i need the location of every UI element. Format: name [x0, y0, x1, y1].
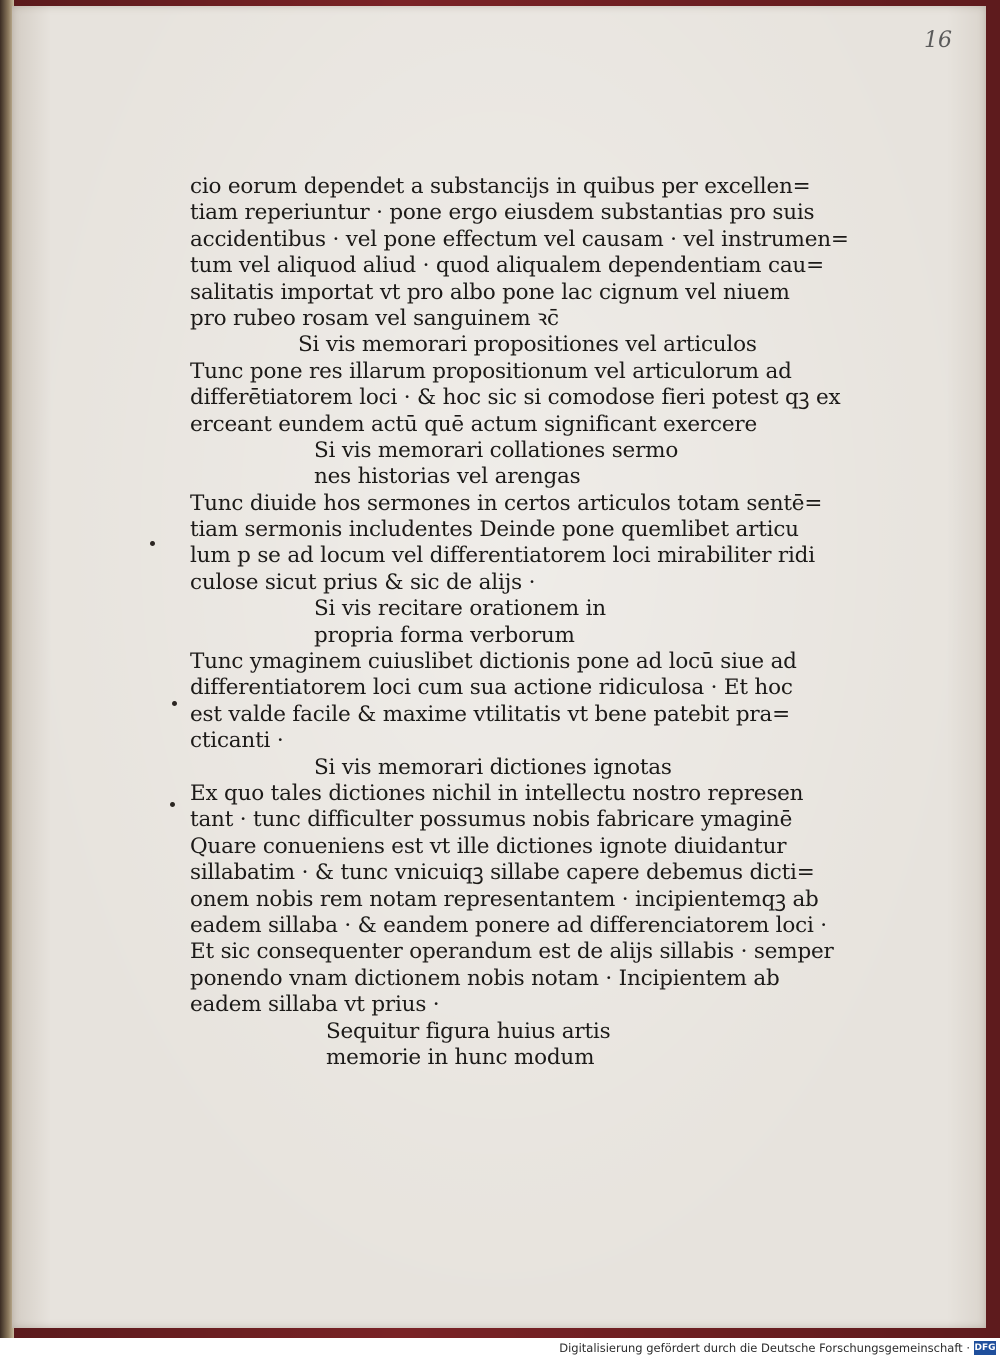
section-heading: Si vis memorari collationes sermo	[314, 437, 679, 463]
text-line: Et sic consequenter operandum est de alijs sillabis · semper	[190, 939, 834, 965]
funding-credit: Digitalisierung gefördert durch die Deutsche Forschungsgemeinschaft ·	[559, 1341, 970, 1355]
text-line: Tunc pone res illarum propositionum vel articulorum ad	[190, 358, 792, 384]
text-line: onem nobis rem notam representantem · incipientemqꝫ ab	[190, 886, 819, 912]
text-line: salitatis importat vt pro albo pone lac cignum vel niuem	[190, 279, 790, 305]
text-line: Tunc ymaginem cuiuslibet dictionis pone ad locū siue ad	[190, 649, 797, 675]
text-line: erceant eundem actū quē actum significant exercere	[190, 411, 757, 437]
text-line: est valde facile & maxime vtilitatis vt bene patebit pra=	[190, 701, 790, 727]
text-line: tiam reperiuntur · pone ergo eiusdem substantias pro suis	[190, 200, 815, 226]
section-heading: Sequitur figura huius artis	[326, 1018, 611, 1044]
footer-bar	[0, 1338, 1000, 1359]
text-line: Tunc diuide hos sermones in certos articulos totam sentē=	[190, 490, 823, 516]
text-line: cio eorum dependet a substancijs in quibus per excellen=	[190, 174, 811, 199]
text-line: culose sicut prius & sic de alijs ·	[190, 569, 536, 595]
text-line: differētiatorem loci · & hoc sic si comodose fieri potest qꝫ ex	[190, 385, 841, 411]
text-line: ponendo vnam dictionem nobis notam · Incipientem ab	[190, 965, 780, 991]
text-line: eadem sillaba vt prius ·	[190, 992, 440, 1018]
text-line: Ex quo tales dictiones nichil in intellectu nostro represen	[190, 780, 804, 806]
text-line: pro rubeo rosam vel sanguinem ꝛc̄	[190, 305, 559, 331]
section-heading: Si vis recitare orationem in	[314, 596, 606, 622]
section-heading: propria forma verborum	[314, 622, 575, 648]
show-through-text	[782, 276, 972, 316]
manuscript-page	[12, 6, 986, 1328]
margin-dot	[150, 541, 155, 546]
text-line: cticanti ·	[190, 728, 284, 754]
folio-number: 16	[924, 28, 952, 53]
section-heading: Si vis memorari propositiones vel articulos	[298, 332, 757, 358]
text-line: differentiatorem loci cum sua actione ridiculosa · Et hoc	[190, 675, 793, 701]
body-text	[190, 174, 849, 1071]
section-heading: nes historias vel arengas	[314, 464, 581, 490]
dfg-logo: DFG	[974, 1343, 996, 1353]
text-line: tum vel aliquod aliud · quod aliqualem dependentiam cau=	[190, 253, 824, 279]
text-line: Quare conueniens est vt ille dictiones ignote diuidantur	[190, 833, 787, 859]
section-heading: memorie in hunc modum	[326, 1044, 595, 1070]
text-line: sillabatim · & tunc vnicuiqꝫ sillabe capere debemus dicti=	[190, 860, 815, 886]
section-heading: Si vis memorari dictiones ignotas	[314, 754, 672, 780]
text-line: eadem sillaba · & eandem ponere ad differenciatorem loci ·	[190, 912, 827, 938]
margin-dot	[172, 701, 177, 706]
margin-dot	[170, 802, 175, 807]
text-line: lum p se ad locum vel differentiatorem loci mirabiliter ridi	[190, 543, 815, 569]
text-line: tiam sermonis includentes Deinde pone quemlibet articu	[190, 517, 799, 543]
text-line: accidentibus · vel pone effectum vel causam · vel instrumen=	[190, 226, 849, 252]
show-through-text	[782, 446, 972, 486]
text-line: tant · tunc difficulter possumus nobis fabricare ymaginē	[190, 807, 793, 833]
